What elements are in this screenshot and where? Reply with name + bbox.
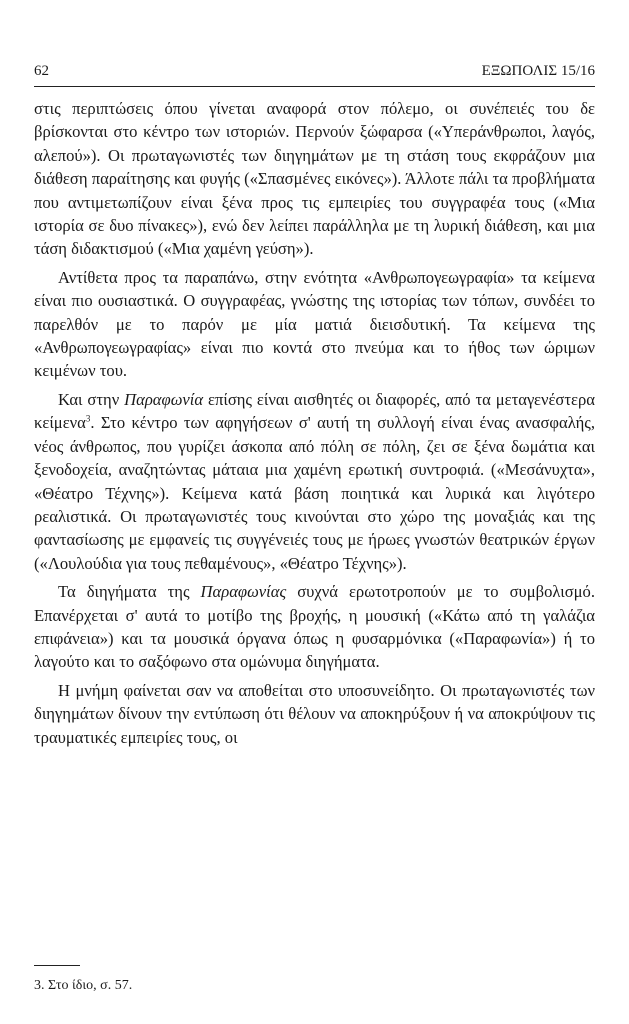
book-page xyxy=(34,62,595,754)
book-title: Παραφωνία xyxy=(124,389,204,409)
text-segment: . Στο κέντρο των αφηγήσεων σ' αυτή τη συλλογή είναι ένας ανασφαλής, νέος άνθρωπος, που γυρίζει άσκοπα από πόλη σε πόλη, ζει σε ξένα δωμάτια και ξενοδοχεία, αναζητώντας μάταια μια χαμένη ερωτική συντροφιά. («Μεσάνυχτα», «Θέατρο Τέχνης»). Κείμενα κατά βάση ποιητικά και λυρικά και λιγότερο ρεαλιστικά. Οι πρωταγωνιστές τους κινούνται στο χώρο της μοναξιάς και της φαντασίωσης με εμφανείς τις συγγένειές τους με ήρωες γνωστών θεατρικών έργων («Λουλούδια για τους πεθαμένους», «Θέατρο Τέχνης»). xyxy=(34,413,595,573)
paragraph xyxy=(34,388,595,575)
text-segment: Τα διηγήματα της xyxy=(58,582,201,602)
page-header xyxy=(34,62,595,87)
text-segment: στις περιπτώσεις όπου γίνεται αναφορά στον πόλεμο, οι συνέπειές του δε βρίσκονται στο κέντρο των ιστοριών. Περνούν ξώφαρσα («Υπεράνθρωποι, λαγός, αλεπού»). Οι πρωταγωνιστές των διηγημάτων με τη στάση τους εκφράζουν μια διάθεση παραίτησης και φυγής («Σπασμένες εικόνες»). Άλλοτε πάλι τα προβλήματα που αντιμετωπίζουν είναι ξένα προς τις εμπειρίες του συγγραφέα τους («Μια ιστορία σε δυο πίνακες»), ενώ δεν λείπει παράλληλα με τη λυρική διάθεση, και μια τάση διδακτισμού («Μια χαμένη γεύση»). xyxy=(34,99,595,259)
body-text xyxy=(34,97,595,749)
text-segment: συχνά ερωτοτροπούν με το συμβολισμό. Επανέρχεται σ' αυτά το μοτίβο της βροχής, η μουσική («Κάτω από τη γαλάζια επιφάνεια») και τα μουσικά όργανα όπως η φυσαρμόνικα («Παραφωνία») ή το λαγούτο και το σαξόφωνο στα ομώνυμα διηγήματα. xyxy=(34,582,595,672)
text-segment: επίσης είναι αισθητές οι διαφορές, από τα μεταγενέστερα κείμενα xyxy=(34,389,595,433)
footnote-rule xyxy=(34,965,80,966)
footnote-ref: 3 xyxy=(85,413,91,424)
book-title: Παραφωνίας xyxy=(200,582,287,602)
text-segment: Η μνήμη φαίνεται σαν να αποθείται στο υποσυνείδητο. Οι πρωταγωνιστές των διηγημάτων δίνουν την εντύπωση ότι θέλουν να αποκηρύξουν ή να αποκρύψουν τις τραυματικές εμπειρίες τους, οι xyxy=(34,680,595,747)
paragraph xyxy=(34,266,595,383)
page-number: 62 xyxy=(34,63,49,79)
paragraph xyxy=(34,97,595,261)
running-title: ΕΞΩΠΟΛΙΣ 15/16 xyxy=(481,63,595,79)
paragraph xyxy=(34,580,595,674)
paragraph xyxy=(34,679,595,749)
text-segment: Αντίθετα προς τα παραπάνω, στην ενότητα «Ανθρωπογεωγραφία» τα κείμενα είναι πιο ουσιαστικά. Ο συγγραφέας, γνώστης της ιστορίας των τόπων, συνδέει το παρελθόν με το παρόν με μία ματιά διεισδυτική. Τα κείμενα της «Ανθρωπογεωγραφίας» είναι πιο κοντά στο πνεύμα και το ήθος των ώριμων κειμένων του. xyxy=(34,267,595,381)
text-segment: Και στην xyxy=(58,389,125,409)
footnote: 3. Στο ίδιο, σ. 57. xyxy=(34,978,133,993)
